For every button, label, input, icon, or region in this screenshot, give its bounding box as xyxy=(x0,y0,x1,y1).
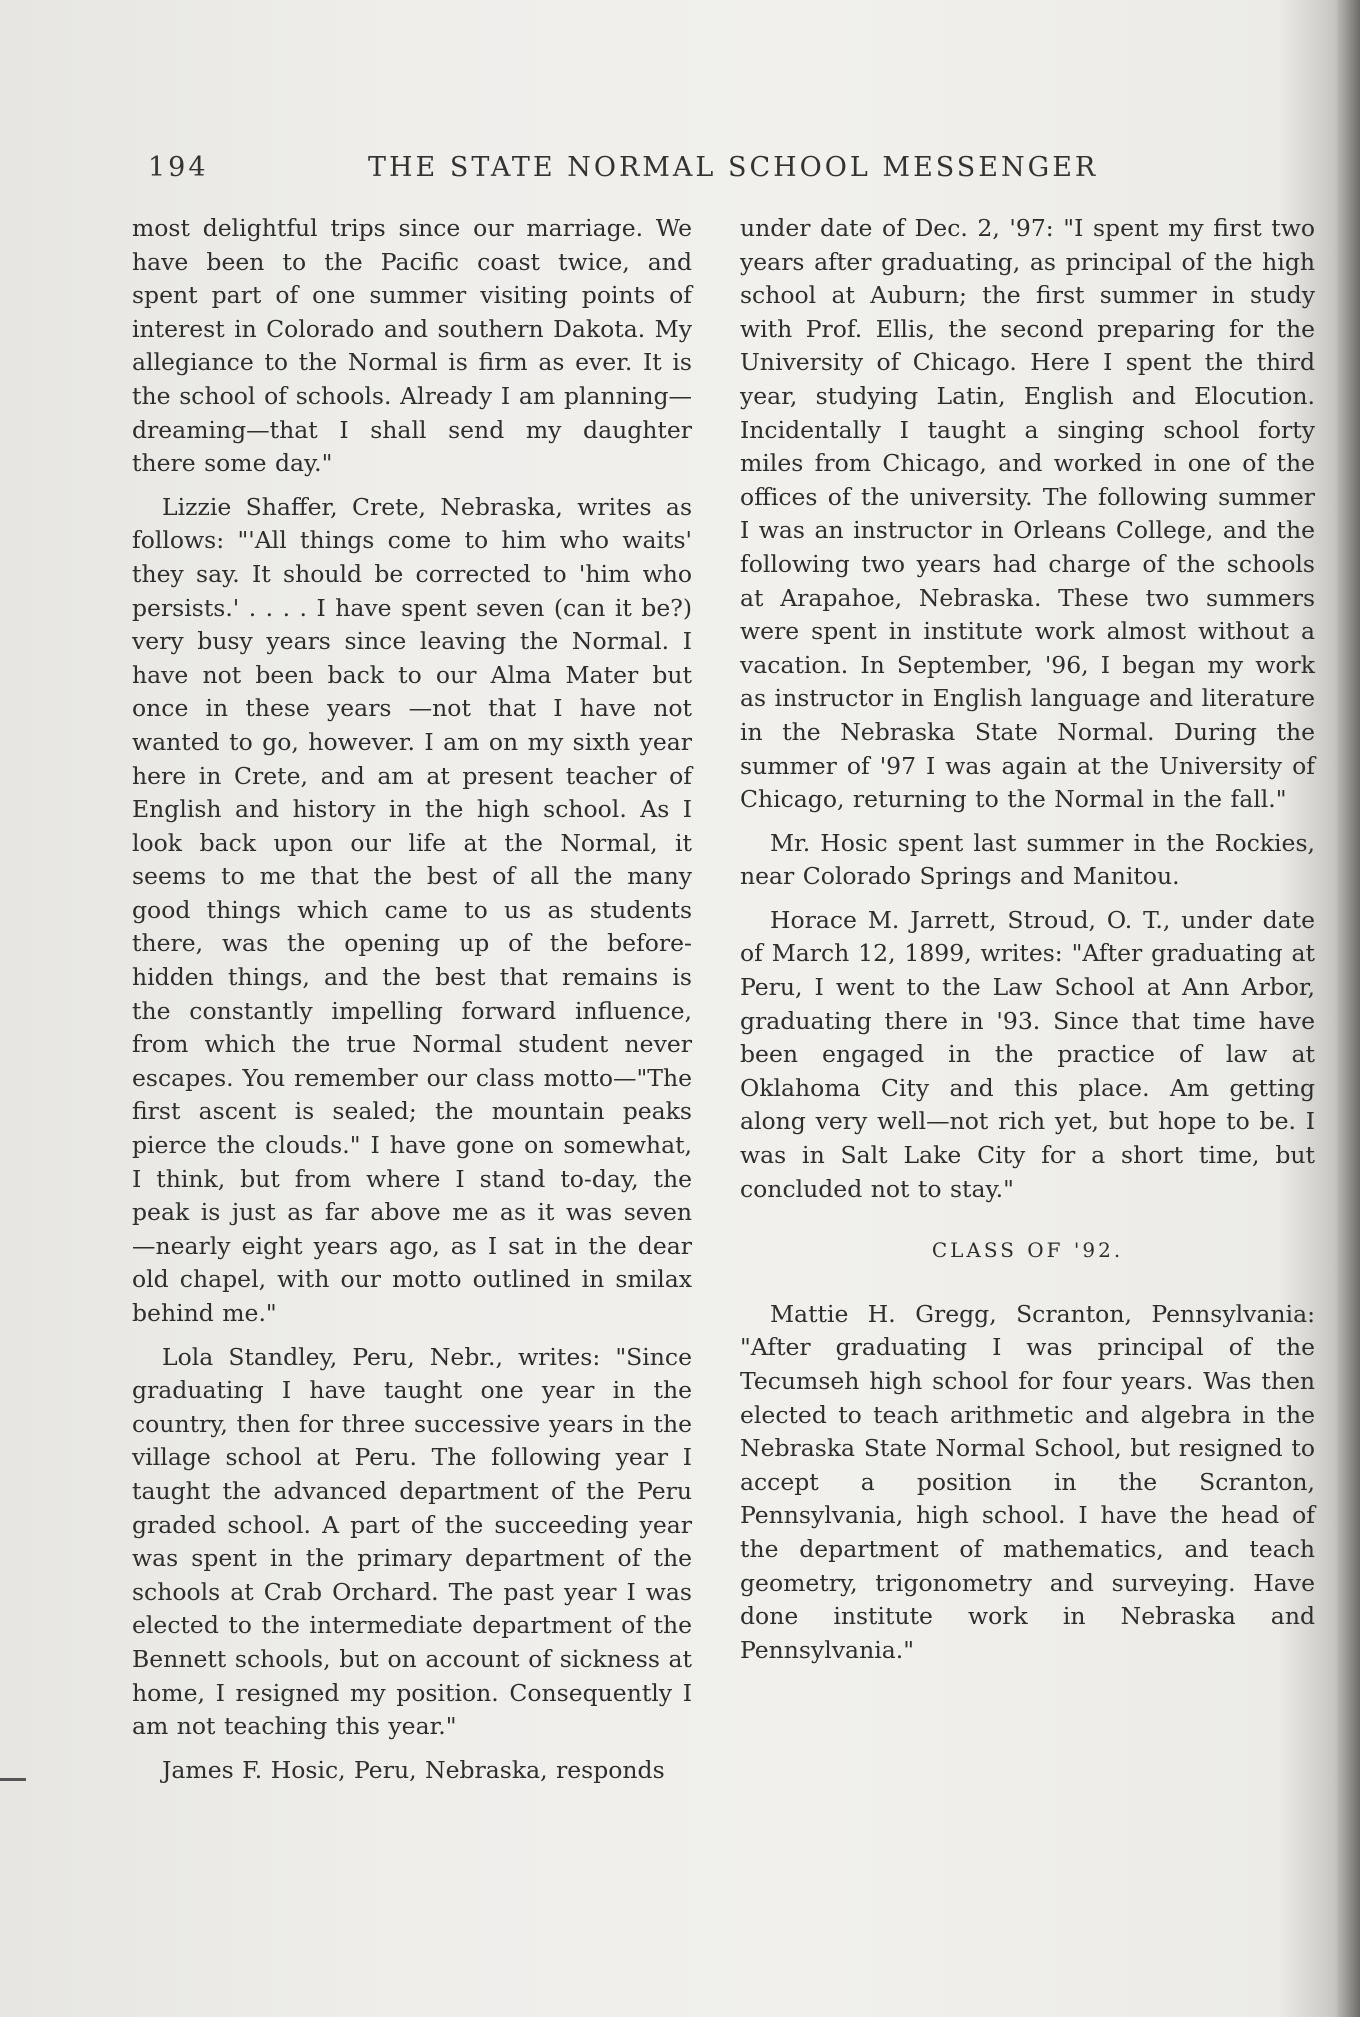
paragraph-mr-hosic: Mr. Hosic spent last summer in the Rockies, near Colorado Springs and Manitou. xyxy=(740,828,1315,891)
paragraph-mattie-gregg: Mattie H. Gregg, Scranton, Pennsylvania: "After graduating I was principal of the Tecumseh high school for four years. Was then elected to teach arithmetic and algebra in the Nebraska State Normal School, but resigned to accept a position in the Scranton, Pennsylvania, high school. I have the head of the department of mathematics, and teach geometry, trigonometry and surveying. Have done institute work in Nebraska and Pennsylvania." xyxy=(740,1299,1315,1664)
paragraph-james-hosic-continued: under date of Dec. 2, '97: "I spent my first two years after graduating, as principal of the high school at Auburn; the first summer in study with Prof. Ellis, the second preparing for the University of Chicago. Here I spent the third year, studying Latin, English and Elocution. Incidentally I taught a singing school forty miles from Chicago, and worked in one of the offices of the university. The following summer I was an instructor in Orleans College, and the following two years had charge of the schools at Arapahoe, Nebraska. These two summers were spent in institute work almost without a vacation. In September, '96, I began my work as instructor in English language and literature in the Nebraska State Normal. During the summer of '97 I was again at the University of Chicago, returning to the Normal in the fall." xyxy=(740,214,1315,814)
paragraph-james-hosic-start: James F. Hosic, Peru, Nebraska, responds xyxy=(162,1755,665,1784)
left-column xyxy=(132,212,692,1797)
page-header xyxy=(148,152,1308,192)
page-number: 194 xyxy=(148,152,209,183)
running-title: THE STATE NORMAL SCHOOL MESSENGER xyxy=(368,152,1099,183)
page-edge-shadow xyxy=(1338,0,1360,2017)
paragraph-continued: most delightful trips since our marriage. We have been to the Pacific coast twice, and spent part of one summer visiting points of interest in Colorado and southern Dakota. My allegiance to the Normal is firm as ever. It is the school of schools. Already I am planning—dreaming—that I shall send my daughter there some day." xyxy=(132,214,692,478)
paragraph-horace-jarrett: Horace M. Jarrett, Stroud, O. T., under date of March 12, 1899, writes: "After graduating at Peru, I went to the Law School at Ann Arbor, graduating there in '93. Since that time have been engaged in the practice of law at Oklahoma City and this place. Am getting along very well—not rich yet, but hope to be. I was in Salt Lake City for a short time, but concluded not to stay." xyxy=(740,905,1315,1203)
right-column xyxy=(740,212,1315,1677)
paragraph-lola-standley: Lola Standley, Peru, Nebr., writes: "Since graduating I have taught one year in the country, then for three successive years in the village school at Peru. The following year I taught the advanced department of the Peru graded school. A part of the succeeding year was spent in the primary department of the schools at Crab Orchard. The past year I was elected to the intermediate department of the Bennett schools, but on account of sickness at home, I resigned my position. Consequently I am not teaching this year." xyxy=(132,1342,692,1741)
margin-mark xyxy=(0,1778,26,1781)
section-heading-class-of-92: CLASS OF '92. xyxy=(931,1238,1124,1263)
paragraph-lizzie-shaffer: Lizzie Shaffer, Crete, Nebraska, writes as follows: "'All things come to him who waits' they say. It should be corrected to 'him who persists.' . . . . I have spent seven (can it be?) very busy years since leaving the Normal. I have not been back to our Alma Mater but once in these years —not that I have not wanted to go, however. I am on my sixth year here in Crete, and am at present teacher of English and history in the high school. As I look back upon our life at the Normal, it seems to me that the best of all the many good things which came to us as students there, was the opening up of the before-hidden things, and the best that remains is the constantly impelling forward influence, from which the true Normal student never escapes. You remember our class motto—"The first ascent is sealed; the mountain peaks pierce the clouds." I have gone on somewhat, I think, but from where I stand to-day, the peak is just as far above me as it was seven —nearly eight years ago, as I sat in the dear old chapel, with our motto outlined in smilax behind me." xyxy=(132,492,692,1327)
